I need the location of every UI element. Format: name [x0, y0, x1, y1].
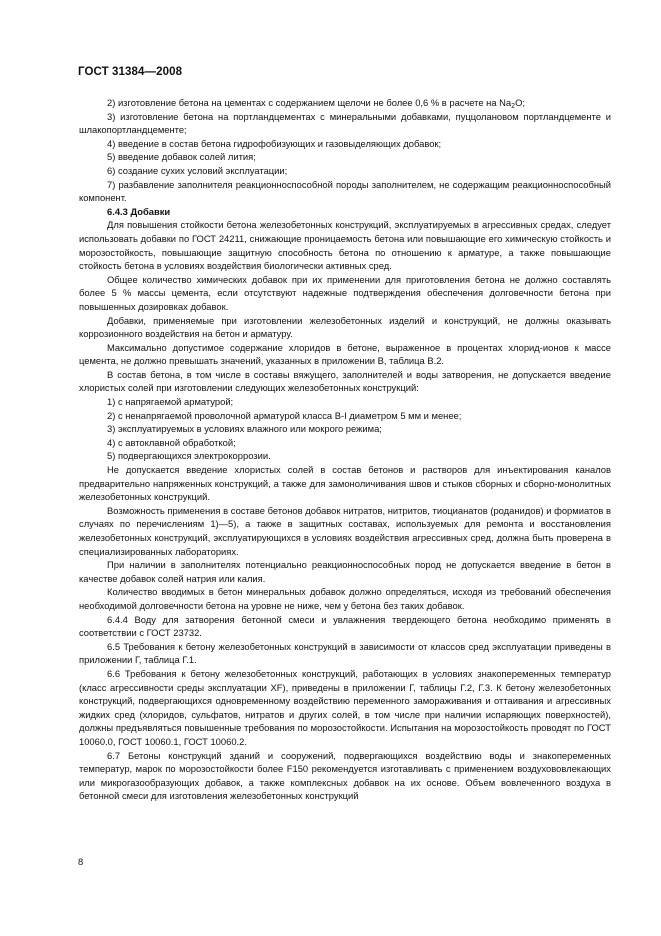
page-body — [79, 96, 611, 803]
paragraph: В состав бетона, в том числе в составы вяжущего, заполнителей и воды затворения, не допускается введение хлористых солей при изготовлении следующих железобетонных конструкций: — [79, 368, 611, 394]
paragraph-66: 6.6 Требования к бетону железобетонных конструкций, работающих в условиях знакопеременных температур (класс агрессивности среды эксплуатации XF), приведены в приложении Г, таблицы Г.2, Г.3. К бетону железобетонных конструкций, подвергающихся одновременному воздействию переменного замораживания и оттаивания и агрессивных жидких сред (хлоридов, сульфатов, нитратов и других солей, в том числе при наличии испаряющих поверхностей), должны предъявляться повышенные требования по морозостойкости. Испытания на морозостойкость проводят по ГОСТ 10060.0, ГОСТ 10060.1, ГОСТ 10060.2. — [79, 667, 611, 747]
list-item: 2) с ненапрягаемой проволочной арматурой класса В-I диаметром 5 мм и менее; — [107, 409, 462, 421]
list-item: 1) с напрягаемой арматурой; — [107, 396, 234, 408]
list-item-na2o: 2) изготовление бетона на цементах с содержанием щелочи не более 0,6 % в расчете на $Na_2O$; — [107, 97, 525, 110]
paragraph: Общее количество химических добавок при их применении для приготовления бетона не должно составлять более 5 % массы цемента, если отсутствуют надежные подтверждения обеспечения долговечности бетона при повышенных дозировках добавок. — [79, 273, 611, 312]
paragraph-65: 6.5 Требования к бетону железобетонных конструкций в зависимости от классов сред эксплуатации приведены в приложении Г, таблица Г.1. — [79, 640, 611, 666]
list-item: 3) изготовление бетона на портландцементах с минеральными добавками, пуццолановом портландцементе и шлакопортландцементе; — [79, 110, 611, 136]
paragraph: Количество вводимых в бетон минеральных добавок должно определяться, исходя из требований обеспечения необходимой долговечности бетона на уровне не ниже, чем у бетона без таких добавок. — [79, 586, 611, 611]
paragraph: Для повышения стойкости бетона железобетонных конструкций, эксплуатируемых в агрессивных средах, следует использовать добавки по ГОСТ 24211, снижающие проницаемость бетона или повышающие его химическую стойкость и морозостойкость, повышающие защитную способность бетона по отношению к арматуре, а также повышающие стойкость бетона в условиях воздействия биологически активных сред. — [79, 219, 611, 272]
section-heading-additives: 6.4.3 Добавки — [107, 205, 171, 217]
paragraph-644: 6.4.4 Воду для затворения бетонной смеси и увлажнения твердеющего бетона необходимо применять в соответствии с ГОСТ 23732. — [79, 613, 611, 639]
paragraph-67: 6.7 Бетоны конструкций зданий и сооружений, подвергающихся воздействию воды и знакопеременных температур, марок по морозостойкости более F150 рекомендуется изготавливать с применением воздухововлекающих или микрогазообразующих добавок, а также комплексных добавок на их основе. Объем вовлеченного воздуха в бетонной смеси для изготовления железобетонных конструкций — [79, 749, 611, 802]
page-number: 8 — [78, 856, 84, 867]
list-item: 4) введение в состав бетона гидрофобизующих и газовыделяющих добавок; — [107, 137, 442, 149]
paragraph: Не допускается введение хлористых солей в состав бетонов и растворов для инъектирования каналов предварительно напряженных конструкций, а также для замоноличивания швов и стыков сборных и сборно-монолитных железобетонных конструкций. — [79, 464, 611, 503]
paragraph: Максимально допустимое содержание хлоридов в бетоне, выраженное в процентах хлорид-ионов к массе цемента, не должно превышать значений, указанных в приложении В, таблица В.2. — [79, 341, 611, 367]
paragraph: Возможность применения в составе бетонов добавок нитратов, нитритов, тиоцианатов (роданидов) и формиатов в случаях по перечислениям 1)—5), а также в защитных составах, используемых для ремонта и восстановления железобетонных конструкций, эксплуатирующихся в условиях воздействия агрессивных сред, должна быть проверена в специализированных лабораториях. — [79, 504, 611, 557]
paragraph: Добавки, применяемые при изготовлении железобетонных изделий и конструкций, не должны оказывать коррозионного воздействия на бетон и арматуру. — [79, 314, 611, 340]
document-header: ГОСТ 31384—2008 — [78, 66, 183, 78]
list-item: 6) создание сухих условий эксплуатации; — [107, 164, 288, 176]
list-item: 3) эксплуатируемых в условиях влажного или мокрого режима; — [107, 423, 382, 435]
list-item: 5) введение добавок солей лития; — [107, 151, 256, 163]
list-item: 7) разбавление заполнителя реакционноспособной породы заполнителем, не содержащим реакционноспособный компонент. — [79, 178, 611, 204]
list-item: 4) с автоклавной обработкой; — [107, 436, 236, 448]
paragraph: При наличии в заполнителях потенциально реакционноспособных пород не допускается введение в бетон в качестве добавок солей натрия или калия. — [79, 559, 611, 584]
list-item: 5) подвергающихся электрокоррозии. — [107, 450, 271, 462]
